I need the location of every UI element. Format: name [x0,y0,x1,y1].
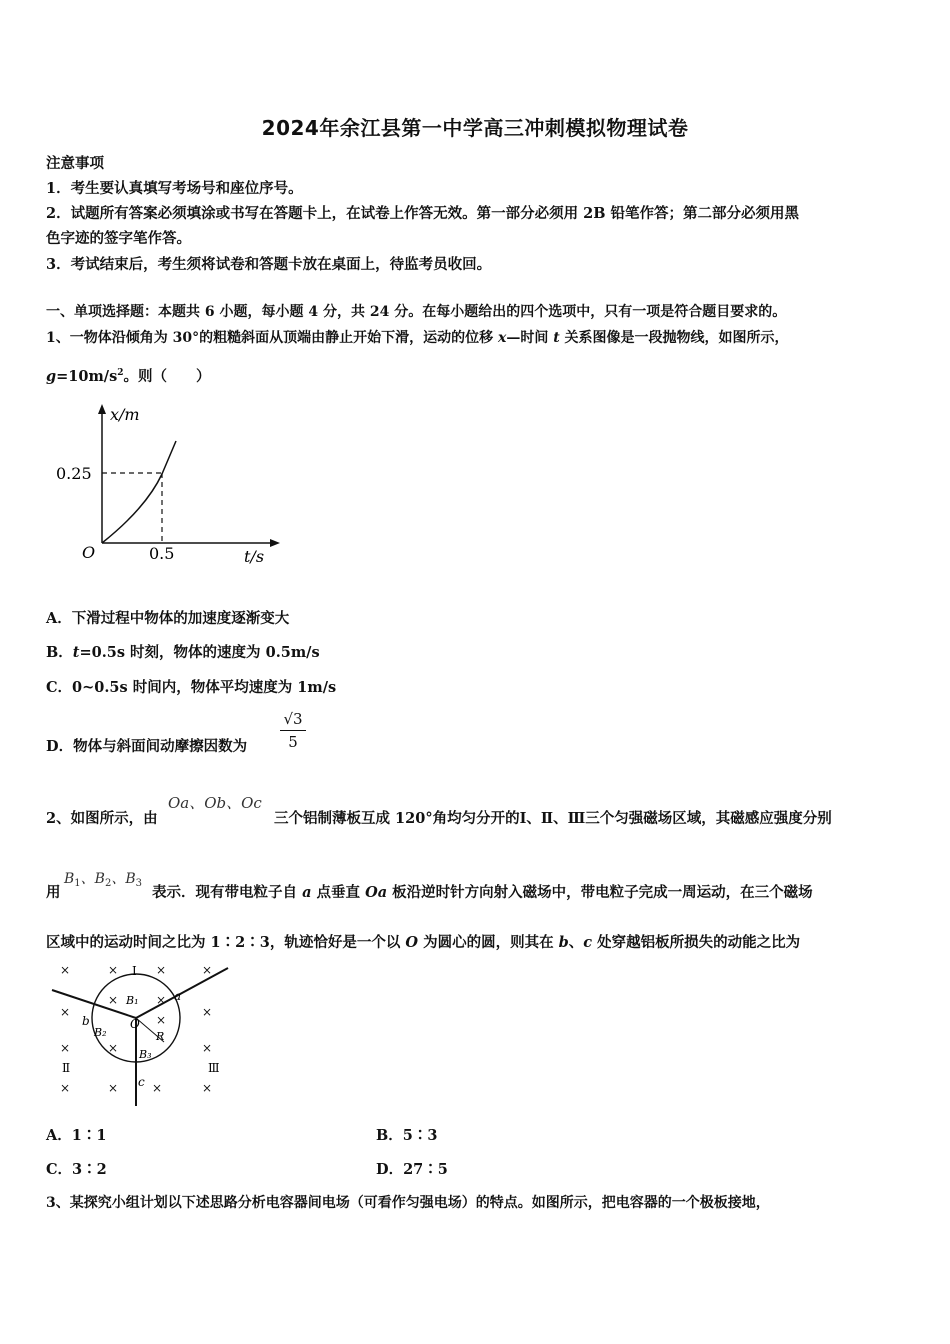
region-3-label: Ⅲ [208,1061,220,1075]
center-o-label: O [130,1017,140,1031]
notice-item-2: 2．试题所有答案必须填涂或书写在答题卡上，在试卷上作答无效。第一部分必须用 2B 铅笔作答；第二部分必须用黑 [46,205,800,222]
q2-stem-line2-start: 用 [46,884,61,901]
radius-label: R [156,1030,165,1043]
svg-text:×: × [202,1005,213,1019]
q1-stem-line2: $g=10m/s^2$。则（ ） [46,368,211,385]
y-axis-label: x/m [110,405,140,424]
q2-stem-line2: 表示．现有带电粒子自 a 点垂直 Oa 板沿逆时针方向射入磁场中，带电粒子完成一周运动，在三个磁场 [152,884,813,901]
q2-stem-line1: 2、如图所示，由 [46,810,158,827]
svg-text:×: × [156,993,167,1007]
q3-stem-line1: 3、某探究小组计划以下述思路分析电容器间电场（可看作匀强电场）的特点。如图所示，把电容器的一个极板接地， [46,1195,770,1211]
notice-item-3: 3．考试结束后，考生须将试卷和答题卡放在桌面上，待监考员收回。 [46,256,492,273]
svg-text:×: × [152,1081,163,1095]
notice-heading: 注意事项 [46,155,104,172]
q2-field-symbols: $B_1$、$B_2$、$B_3$ [64,871,143,889]
svg-text:×: × [60,963,71,977]
svg-text:×: × [60,1041,71,1055]
svg-text:×: × [60,1081,71,1095]
x-tick-label: 0.5 [149,544,175,563]
point-a-label: a [174,989,182,1003]
q2-option-d[interactable]: D．27∶5 [376,1161,448,1178]
origin-label: O [82,543,96,562]
svg-text:×: × [108,1081,119,1095]
svg-text:×: × [202,1041,213,1055]
point-c-label: c [138,1075,145,1089]
y-tick-label: 0.25 [56,464,92,483]
x-axis-label: t/s [244,547,265,566]
q1-stem-line1: 1、一物体沿倾角为 30°的粗糙斜面从顶端由静止开始下滑，运动的位移 x—时间 t 关系图像是一段抛物线，如图所示， [46,330,789,346]
q2-option-b[interactable]: B．5∶3 [376,1127,438,1144]
svg-text:×: × [108,1041,119,1055]
q2-stem-line1-rest: 三个铝制薄板互成 120°角均匀分开的Ⅰ、Ⅱ、Ⅲ三个匀强磁场区域，其磁感应强度分别 [274,810,832,827]
q1-option-a[interactable]: A．下滑过程中物体的加速度逐渐变大 [46,610,290,627]
xt-curve [102,441,176,543]
b2-label: B₂ [94,1026,107,1039]
section-heading: 一、单项选择题：本题共 6 小题，每小题 4 分，共 24 分。在每小题给出的四个选项中，只有一项是符合题目要求的。 [46,304,787,320]
q2-option-c[interactable]: C．3∶2 [46,1161,107,1178]
q2-option-a[interactable]: A．1∶1 [46,1127,107,1144]
b1-label: B₁ [126,994,139,1007]
svg-text:×: × [60,1005,71,1019]
svg-text:×: × [202,1081,213,1095]
q1-option-d[interactable]: D．物体与斜面间动摩擦因数为 [46,738,248,755]
svg-text:×: × [108,993,119,1007]
magnetic-field-figure [46,960,246,1110]
q1-option-b[interactable]: B．t=0.5s 时刻，物体的速度为 0.5m/s [46,644,320,661]
svg-text:×: × [202,963,213,977]
q2-plates-math: Oa、Ob、Oc [168,794,262,812]
region-1-label: Ⅰ [132,964,137,978]
region-2-label: Ⅱ [62,1061,71,1075]
q1-option-d-fraction: $\frac{√3}{5}$ [280,710,306,751]
xt-graph [46,398,286,578]
svg-text:×: × [156,1013,167,1027]
notice-item-1: 1．考生要认真填写考场号和座位序号。 [46,180,303,197]
page-title: 2024年余江县第一中学高三冲刺模拟物理试卷 [261,116,689,140]
b3-label: B₃ [139,1048,152,1061]
svg-text:×: × [156,963,167,977]
notice-item-2-cont: 色字迹的签字笔作答。 [46,230,191,247]
svg-text:×: × [108,963,119,977]
q1-option-c[interactable]: C．0~0.5s 时间内，物体平均速度为 1m/s [46,679,337,696]
point-b-label: b [82,1014,90,1028]
q2-stem-line3: 区域中的运动时间之比为 1∶2∶3，轨迹恰好是一个以 O 为圆心的圆，则其在 b、c 处穿越铝板所损失的动能之比为 [46,934,801,951]
